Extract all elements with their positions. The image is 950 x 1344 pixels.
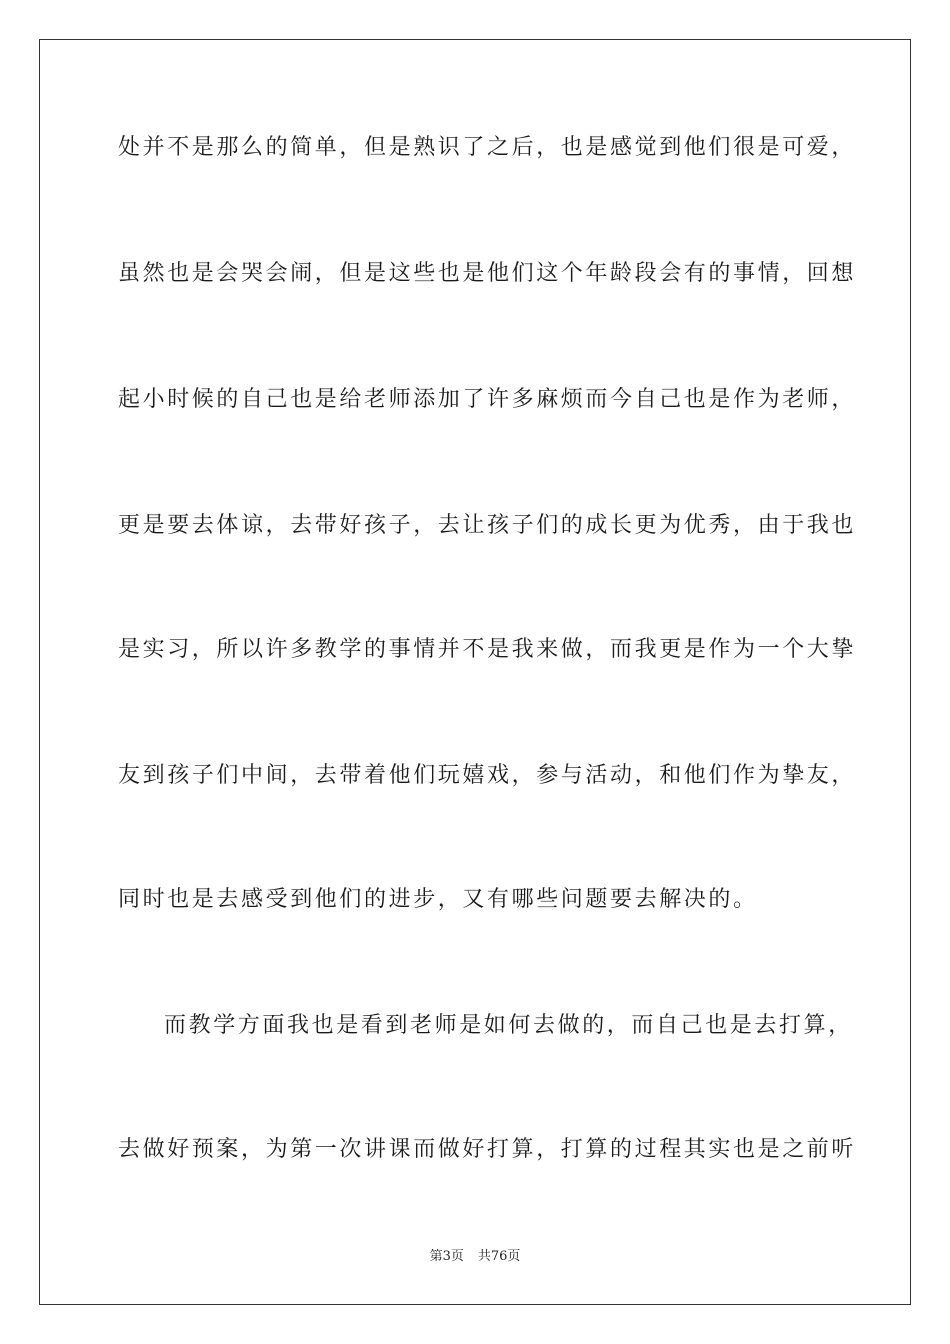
text-line: 虽然也是会哭会闹，但是这些也是他们这个年龄段会有的事情，回想: [118, 261, 857, 286]
text-line: 处并不是那么的简单，但是熟识了之后，也是感觉到他们很是可爱，: [118, 135, 857, 160]
page-footer: [0, 1248, 950, 1266]
paragraph-first-line: 而教学方面我也是看到老师是如何去做的，而自己也是去打算，: [164, 1013, 853, 1038]
text-line: 友到孩子们中间，去带着他们玩嬉戏，参与活动，和他们作为挚友，: [118, 763, 857, 788]
text-line: 同时也是去感受到他们的进步，又有哪些问题要去解决的。: [118, 887, 758, 912]
text-line: 起小时候的自己也是给老师添加了许多麻烦而今自己也是作为老师，: [118, 387, 857, 412]
text-line: 更是要去体谅，去带好孩子，去让孩子们的成长更为优秀，由于我也: [118, 513, 857, 538]
page-number: 第3页: [429, 1249, 464, 1264]
text-line: 是实习，所以许多教学的事情并不是我来做，而我更是作为一个大挚: [118, 637, 857, 662]
text-line: 去做好预案，为第一次讲课而做好打算，打算的过程其实也是之前听: [118, 1137, 857, 1162]
page-border: [39, 39, 911, 1305]
page-total: 共76页: [477, 1249, 521, 1264]
